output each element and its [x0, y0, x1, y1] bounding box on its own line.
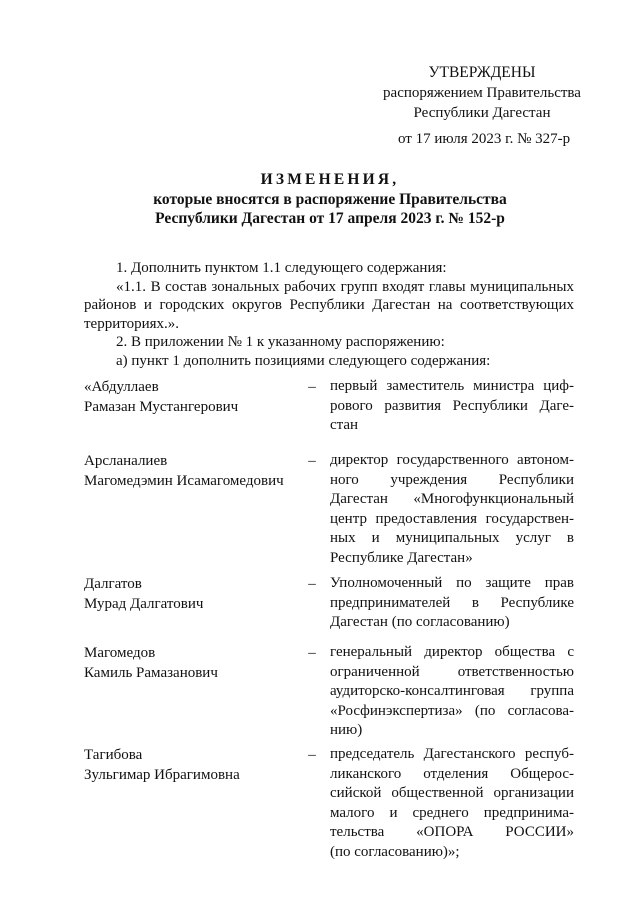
member-name: [84, 377, 294, 417]
position-line: центр предоставления государствен-: [330, 510, 574, 527]
paragraph-4: а) пункт 1 дополнить позициями следующего содержания:: [116, 352, 491, 369]
position-line: рового развития Республики Даге-: [330, 397, 574, 414]
member-given-names: Зульгимар Ибрагимовна: [84, 767, 240, 783]
approval-date: от 17 июля 2023 г. № 327-р: [398, 131, 571, 147]
position-line: Республике Дагестан»: [330, 549, 473, 566]
member-surname: Тагибова: [84, 747, 143, 763]
position-line: ликанского отделения Общерос-: [330, 765, 574, 782]
position-line: предпринимателей в Республике: [330, 594, 574, 611]
heading-subtitle-1: которые вносятся в распоряжение Правительства: [153, 191, 507, 208]
entry-dash: –: [308, 645, 316, 661]
position-line: председатель Дагестанского респуб-: [330, 746, 574, 762]
position-line: ного учреждения Республики: [330, 471, 574, 488]
heading-title: ИЗМЕНЕНИЯ,: [260, 171, 400, 188]
position-line: сийской общественной организации: [330, 785, 574, 801]
entry-dash: –: [308, 747, 316, 763]
member-given-names: Камиль Рамазанович: [84, 665, 218, 681]
position-line: «Росфинэкспертиза» (по согласова-: [330, 702, 574, 719]
paragraph-2-line-3: территориях.».: [84, 315, 180, 332]
approval-line-2: распоряжением Правительства: [383, 85, 581, 101]
member-position: [330, 745, 574, 862]
position-line: первый заместитель министра циф-: [330, 378, 574, 394]
position-line: аудиторско-консалтинговая группа: [330, 683, 574, 699]
position-line: тельства «ОПОРА РОССИИ»: [330, 824, 574, 840]
member-name: [84, 745, 294, 785]
member-surname: «Абдуллаев: [84, 379, 159, 395]
paragraph-2-line-2: районов и городских округов Республики Дагестан на соответствующих: [84, 297, 574, 313]
position-line: ных и муниципальных услуг в: [330, 530, 574, 546]
entry-dash: –: [308, 379, 316, 395]
member-name: [84, 574, 294, 614]
position-line: стан: [330, 417, 359, 433]
position-line: Уполномоченный по защите прав: [330, 575, 574, 591]
position-line: ограниченной ответственностью: [330, 663, 574, 680]
position-line: (по согласованию)»;: [330, 843, 460, 860]
member-position: [330, 574, 574, 633]
member-position: [330, 377, 574, 436]
position-line: малого и среднего предпринима-: [330, 804, 574, 821]
approval-block: [372, 63, 592, 123]
position-line: Дагестан (по согласованию): [330, 614, 510, 630]
paragraph-3: 2. В приложении № 1 к указанному распоряжению:: [116, 334, 445, 350]
body-text: [84, 259, 574, 370]
member-position: [330, 451, 574, 568]
member-name: [84, 643, 294, 683]
entry-dash: –: [308, 576, 316, 592]
member-surname: Далгатов: [84, 576, 142, 592]
paragraph-2-line-1: «1.1. В состав зональных рабочих групп входят главы муниципальных: [116, 278, 574, 295]
position-line: нию): [330, 722, 363, 738]
member-surname: Арсланалиев: [84, 453, 168, 469]
position-line: Дагестан «Многофункциональный: [330, 491, 574, 507]
member-name: [84, 451, 294, 491]
member-given-names: Мурад Далгатович: [84, 596, 204, 612]
member-given-names: Магомедэмин Исамагомедович: [84, 473, 284, 489]
position-line: директор государственного автоном-: [330, 452, 574, 468]
approval-title: УТВЕРЖДЕНЫ: [428, 64, 536, 81]
approval-line-3: Республики Дагестан: [413, 105, 551, 121]
document-heading: [80, 170, 580, 228]
member-given-names: Рамазан Мустангерович: [84, 399, 239, 415]
entry-dash: –: [308, 453, 316, 469]
member-surname: Магомедов: [84, 645, 156, 661]
position-line: генеральный директор общества с: [330, 644, 574, 660]
member-position: [330, 643, 574, 741]
heading-subtitle-2: Республики Дагестан от 17 апреля 2023 г. № 152-р: [155, 210, 505, 227]
paragraph-1: 1. Дополнить пунктом 1.1 следующего содержания:: [116, 260, 447, 276]
